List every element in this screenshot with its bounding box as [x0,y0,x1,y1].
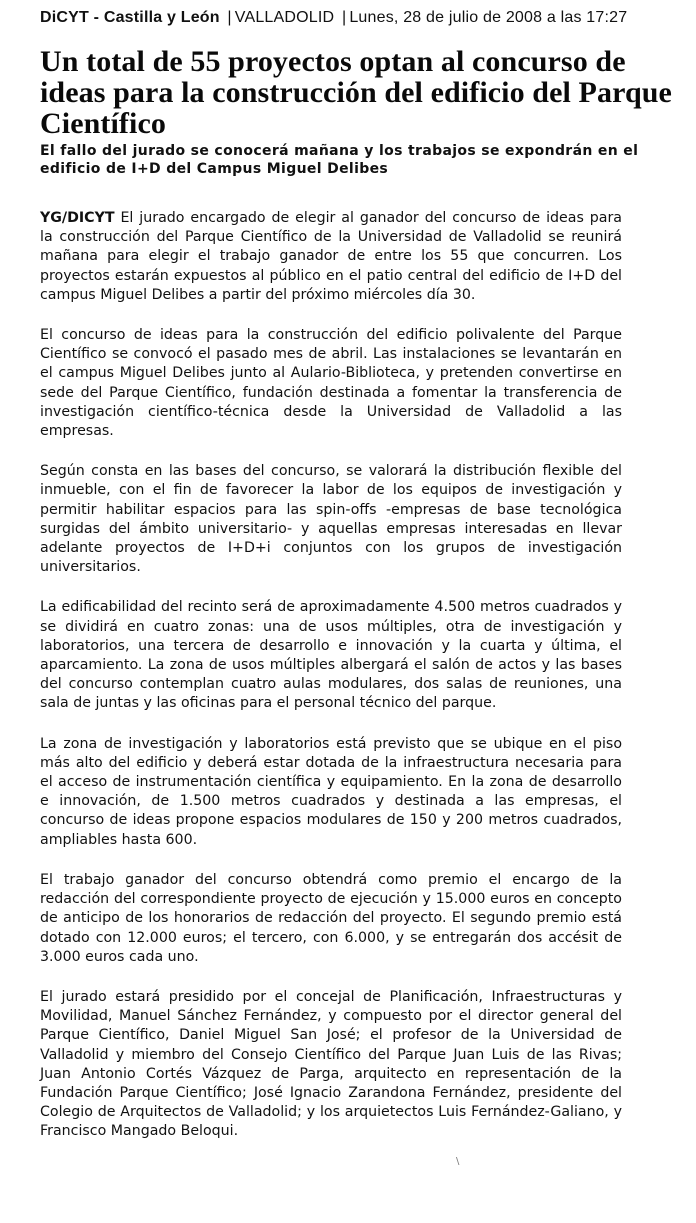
dateline [40,9,640,26]
article-headline: Un total de 55 proyectos optan al concurso de ideas para la construcción del edificio del Parque Científico [40,45,672,140]
paragraph-3: Según consta en las bases del concurso, se valorará la distribución flexible del inmueble, con el fin de favorecer la labor de los equipos de investigación y permitir habilitar espacios para las spin-offs -empresas de base tecnológica surgidas del ámbito universitario- y aquellas empresas interesadas en llevar adelante proyectos de I+D+i conjuntos con los grupos de investigación universitarios. [40,463,622,576]
paragraph-2: El concurso de ideas para la construcción del edificio polivalente del Parque Científico se convocó el pasado mes de abril. Las instalaciones se levantarán en el campus Miguel Delibes junto al Aulario-Biblioteca, y pretenden convertirse en sede del Parque Científico, fundación destinada a fomentar la transferencia de investigación científico-técnica desde la Universidad de Valladolid a las empresas. [40,327,622,440]
article-subhead: El fallo del jurado se conocerá mañana y los trabajos se expondrán en el edificio de I+D del Campus Miguel Delibes [40,143,639,177]
paragraph-1 [40,209,622,305]
paragraph-6: El trabajo ganador del concurso obtendrá como premio el encargo de la redacción del correspondiente proyecto de ejecución y 15.000 euros en concepto de anticipo de los honorarios de redacción del proyecto. El segundo premio está dotado con 12.000 euros; el tercero, con 6.000, y se entregarán dos accésit de 3.000 euros cada uno. [40,871,622,965]
paragraph-5: La zona de investigación y laboratorios está previsto que se ubique en el piso más alto del edificio y deberá estar dotada de la infraestructura necesaria para el acceso de instrumentación científica y equipamiento. En la zona de desarrollo e innovación, de 1.500 metros cuadrados y destinada a las empresas, el concurso de ideas propone espacios modulares de 150 y 200 metros cuadrados, ampliables hasta 600. [40,735,622,848]
dateline-separator-2: | [341,9,347,26]
dateline-source: DiCYT - Castilla y León [40,9,220,26]
scan-mark: \ [456,1156,460,1167]
paragraph-7: El jurado estará presidido por el concejal de Planificación, Infraestructuras y Movilidad, Manuel Sánchez Fernández, y compuesto por el director general del Parque Científico, Daniel Miguel San José; el profesor de la Universidad de Valladolid y miembro del Consejo Científico del Parque Juan Luis de las Rivas; Juan Antonio Cortés Vázquez de Parga, arquitecto en representación de la Fundación Parque Científico; José Ignacio Zarandona Fernández, presidente del Colegio de Arquitectos de Valladolid; y los arquietectos Luis Fernández-Galiano, y Francisco Mangado Beloqui. [40,988,622,1140]
dateline-date: Lunes, 28 de julio de 2008 a las 17:27 [349,9,628,26]
paragraph-4: La edificabilidad del recinto será de aproximadamente 4.500 metros cuadrados y se dividirá en cuatro zonas: una de usos múltiples, otra de investigación y laboratorios, una tercera de desarrollo e innovación y la cuarta y última, el aparcamiento. La zona de usos múltiples albergará el salón de actos y las bases del concurso contemplan cuatro aulas modulares, dos salas de reuniones, una sala de juntas y las oficinas para el personal técnico del parque. [40,599,622,712]
article-body [40,209,622,1163]
paragraph-1-text: El jurado encargado de elegir al ganador del concurso de ideas para la construcción del Parque Científico de la Universidad de Valladolid se reunirá mañana para elegir el trabajo ganador de entre los 55 que concurren. Los proyectos estarán expuestos al público en el patio central del edificio de I+D del campus Miguel Delibes a partir del próximo miércoles día 30. [40,210,622,303]
dateline-city: VALLADOLID [234,9,335,26]
lead-tag: YG/DICYT [40,210,115,226]
dateline-separator: | [227,9,232,26]
